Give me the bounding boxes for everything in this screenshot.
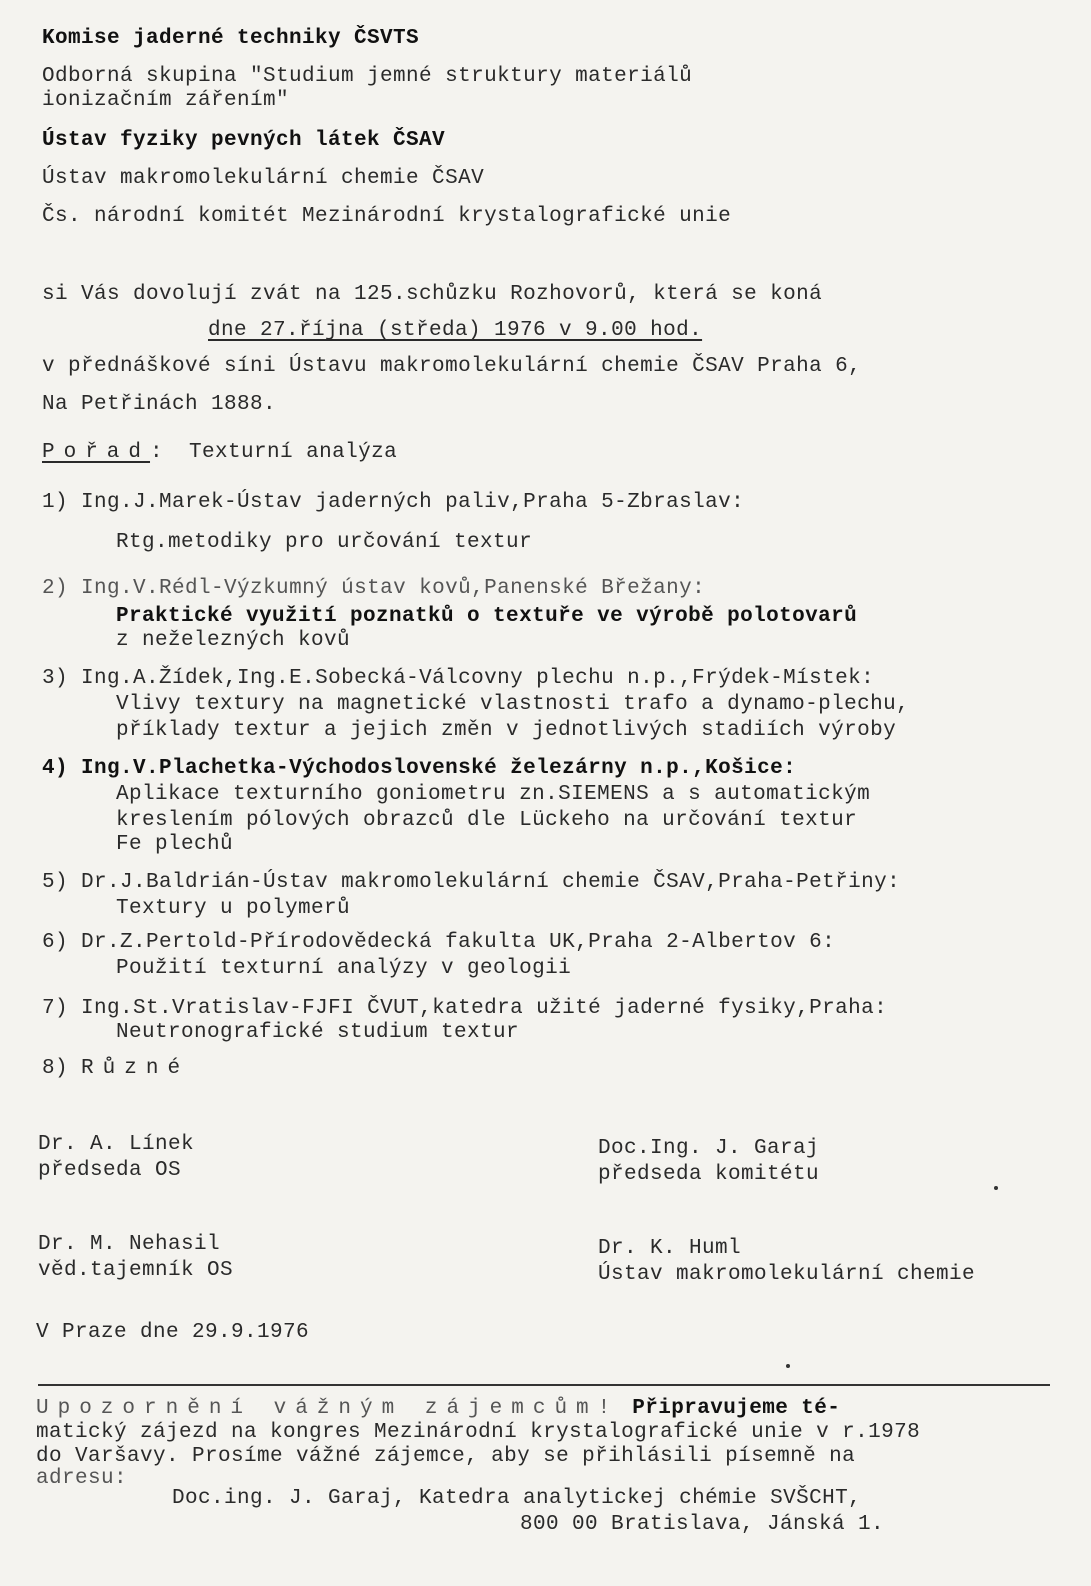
item-4-title-line2: kreslením pólových obrazců dle Lückeho na určování textur: [116, 809, 858, 832]
item-4-title-line3: Fe plechů: [116, 833, 234, 856]
notice-address-line1: Doc.ing. J. Garaj, Katedra analytickej chémie SVŠCHT,: [172, 1487, 862, 1510]
signatory-left1-name: Dr. A. Línek: [38, 1133, 195, 1156]
item-speaker: Dr.J.Baldrián-Ústav makromolekulární chemie ČSAV,Praha-Petřiny:: [81, 871, 901, 894]
meeting-date: dne 27.října (středa) 1976 v 9.00 hod.: [208, 319, 703, 342]
program-item-5: [42, 870, 900, 896]
item-5-title: Textury u polymerů: [116, 897, 351, 920]
header-institute-solid-state: Ústav fyziky pevných látek ČSAV: [42, 129, 446, 152]
item-number: 3): [42, 667, 69, 690]
item-number: 2): [42, 577, 69, 600]
item-number: 7): [42, 997, 69, 1020]
program-item-3: [42, 666, 874, 692]
ink-dot: [786, 1364, 790, 1368]
divider-line: [38, 1384, 1050, 1386]
program-item-1: [42, 490, 744, 516]
signatory-right1-role: předseda komitétu: [598, 1163, 820, 1186]
program-heading: Pořad: [42, 441, 151, 464]
notice-line3: do Varšavy. Prosíme vážné zájemce, aby se přihlásili písemně na: [36, 1445, 856, 1468]
date-place: V Praze dne 29.9.1976: [36, 1321, 310, 1344]
notice-line2: matický zájezd na kongres Mezinárodní krystalografické unie v r.1978: [36, 1421, 921, 1444]
meeting-place-line2: Na Petřinách 1888.: [42, 393, 277, 416]
item-speaker: Různé: [81, 1057, 190, 1080]
item-4-title-line1: Aplikace texturního goniometru zn.SIEMENS a s automatickým: [116, 783, 871, 806]
item-number: 8): [42, 1057, 69, 1080]
program-heading-colon: :: [150, 441, 164, 464]
header-institute-macromolecular: Ústav makromolekulární chemie ČSAV: [42, 167, 485, 190]
item-number: 6): [42, 931, 69, 954]
notice-line1-rest: Připravujeme té-: [632, 1397, 841, 1420]
item-2-title-line2: z neželezných kovů: [116, 629, 351, 652]
program-item-8: [42, 1056, 189, 1082]
notice-address-line2: 800 00 Bratislava, Jánská 1.: [520, 1513, 885, 1536]
item-speaker: Dr.Z.Pertold-Přírodovědecká fakulta UK,Praha 2-Albertov 6:: [81, 931, 836, 954]
header-crystallographic-committee: Čs. národní komitét Mezinárodní krystalografické unie: [42, 205, 732, 228]
program-item-7: [42, 996, 887, 1022]
header-commission: Komise jaderné techniky ČSVTS: [42, 27, 420, 50]
item-speaker: Ing.St.Vratislav-FJFI ČVUT,katedra užité jaderné fysiky,Praha:: [81, 997, 888, 1020]
item-7-title: Neutronografické studium textur: [116, 1021, 520, 1044]
header-group-line2: ionizačním zářením": [42, 89, 290, 112]
item-speaker: Ing.V.Rédl-Výzkumný ústav kovů,Panenské Břežany:: [81, 577, 706, 600]
signatory-left1-role: předseda OS: [38, 1159, 182, 1182]
ink-dot: [994, 1186, 998, 1190]
signatory-right2-role: Ústav makromolekulární chemie: [598, 1263, 976, 1286]
item-2-title-line1: Praktické využití poznatků o textuře ve výrobě polotovarů: [116, 605, 858, 628]
program-topic: Texturní analýza: [189, 441, 398, 464]
signatory-left2-role: věd.tajemník OS: [38, 1259, 234, 1282]
item-3-title-line1: Vlivy textury na magnetické vlastnosti trafo a dynamo-plechu,: [116, 693, 910, 716]
header-group-line1: Odborná skupina "Studium jemné struktury materiálů: [42, 65, 693, 88]
item-speaker: Ing.J.Marek-Ústav jaderných paliv,Praha 5-Zbraslav:: [81, 491, 745, 514]
signatory-right1-name: Doc.Ing. J. Garaj: [598, 1137, 820, 1160]
item-speaker: Ing.V.Plachetka-Východoslovenské železárny n.p.,Košice:: [81, 757, 797, 780]
item-3-title-line2: příklady textur a jejich změn v jednotlivých stadiích výroby: [116, 719, 897, 742]
signatory-right2-name: Dr. K. Huml: [598, 1237, 742, 1260]
notice-line4: adresu:: [36, 1467, 128, 1490]
item-speaker: Ing.A.Žídek,Ing.E.Sobecká-Válcovny plechu n.p.,Frýdek-Místek:: [81, 667, 875, 690]
meeting-place-line1: v přednáškové síni Ústavu makromolekulární chemie ČSAV Praha 6,: [42, 355, 862, 378]
item-1-title: Rtg.metodiky pro určování textur: [116, 531, 533, 554]
signatory-left2-name: Dr. M. Nehasil: [38, 1233, 221, 1256]
item-number: 5): [42, 871, 69, 894]
program-heading-row: [42, 440, 397, 466]
item-number: 4): [42, 757, 69, 780]
item-6-title: Použití texturní analýzy v geologii: [116, 957, 572, 980]
invitation-intro: si Vás dovolují zvát na 125.schůzku Rozhovorů, která se koná: [42, 283, 823, 306]
program-item-6: [42, 930, 835, 956]
item-number: 1): [42, 491, 69, 514]
program-item-2: [42, 576, 705, 602]
notice-line1: [36, 1396, 840, 1422]
notice-heading: Upozornění vážným zájemcům!: [36, 1397, 620, 1420]
program-item-4: [42, 756, 796, 782]
